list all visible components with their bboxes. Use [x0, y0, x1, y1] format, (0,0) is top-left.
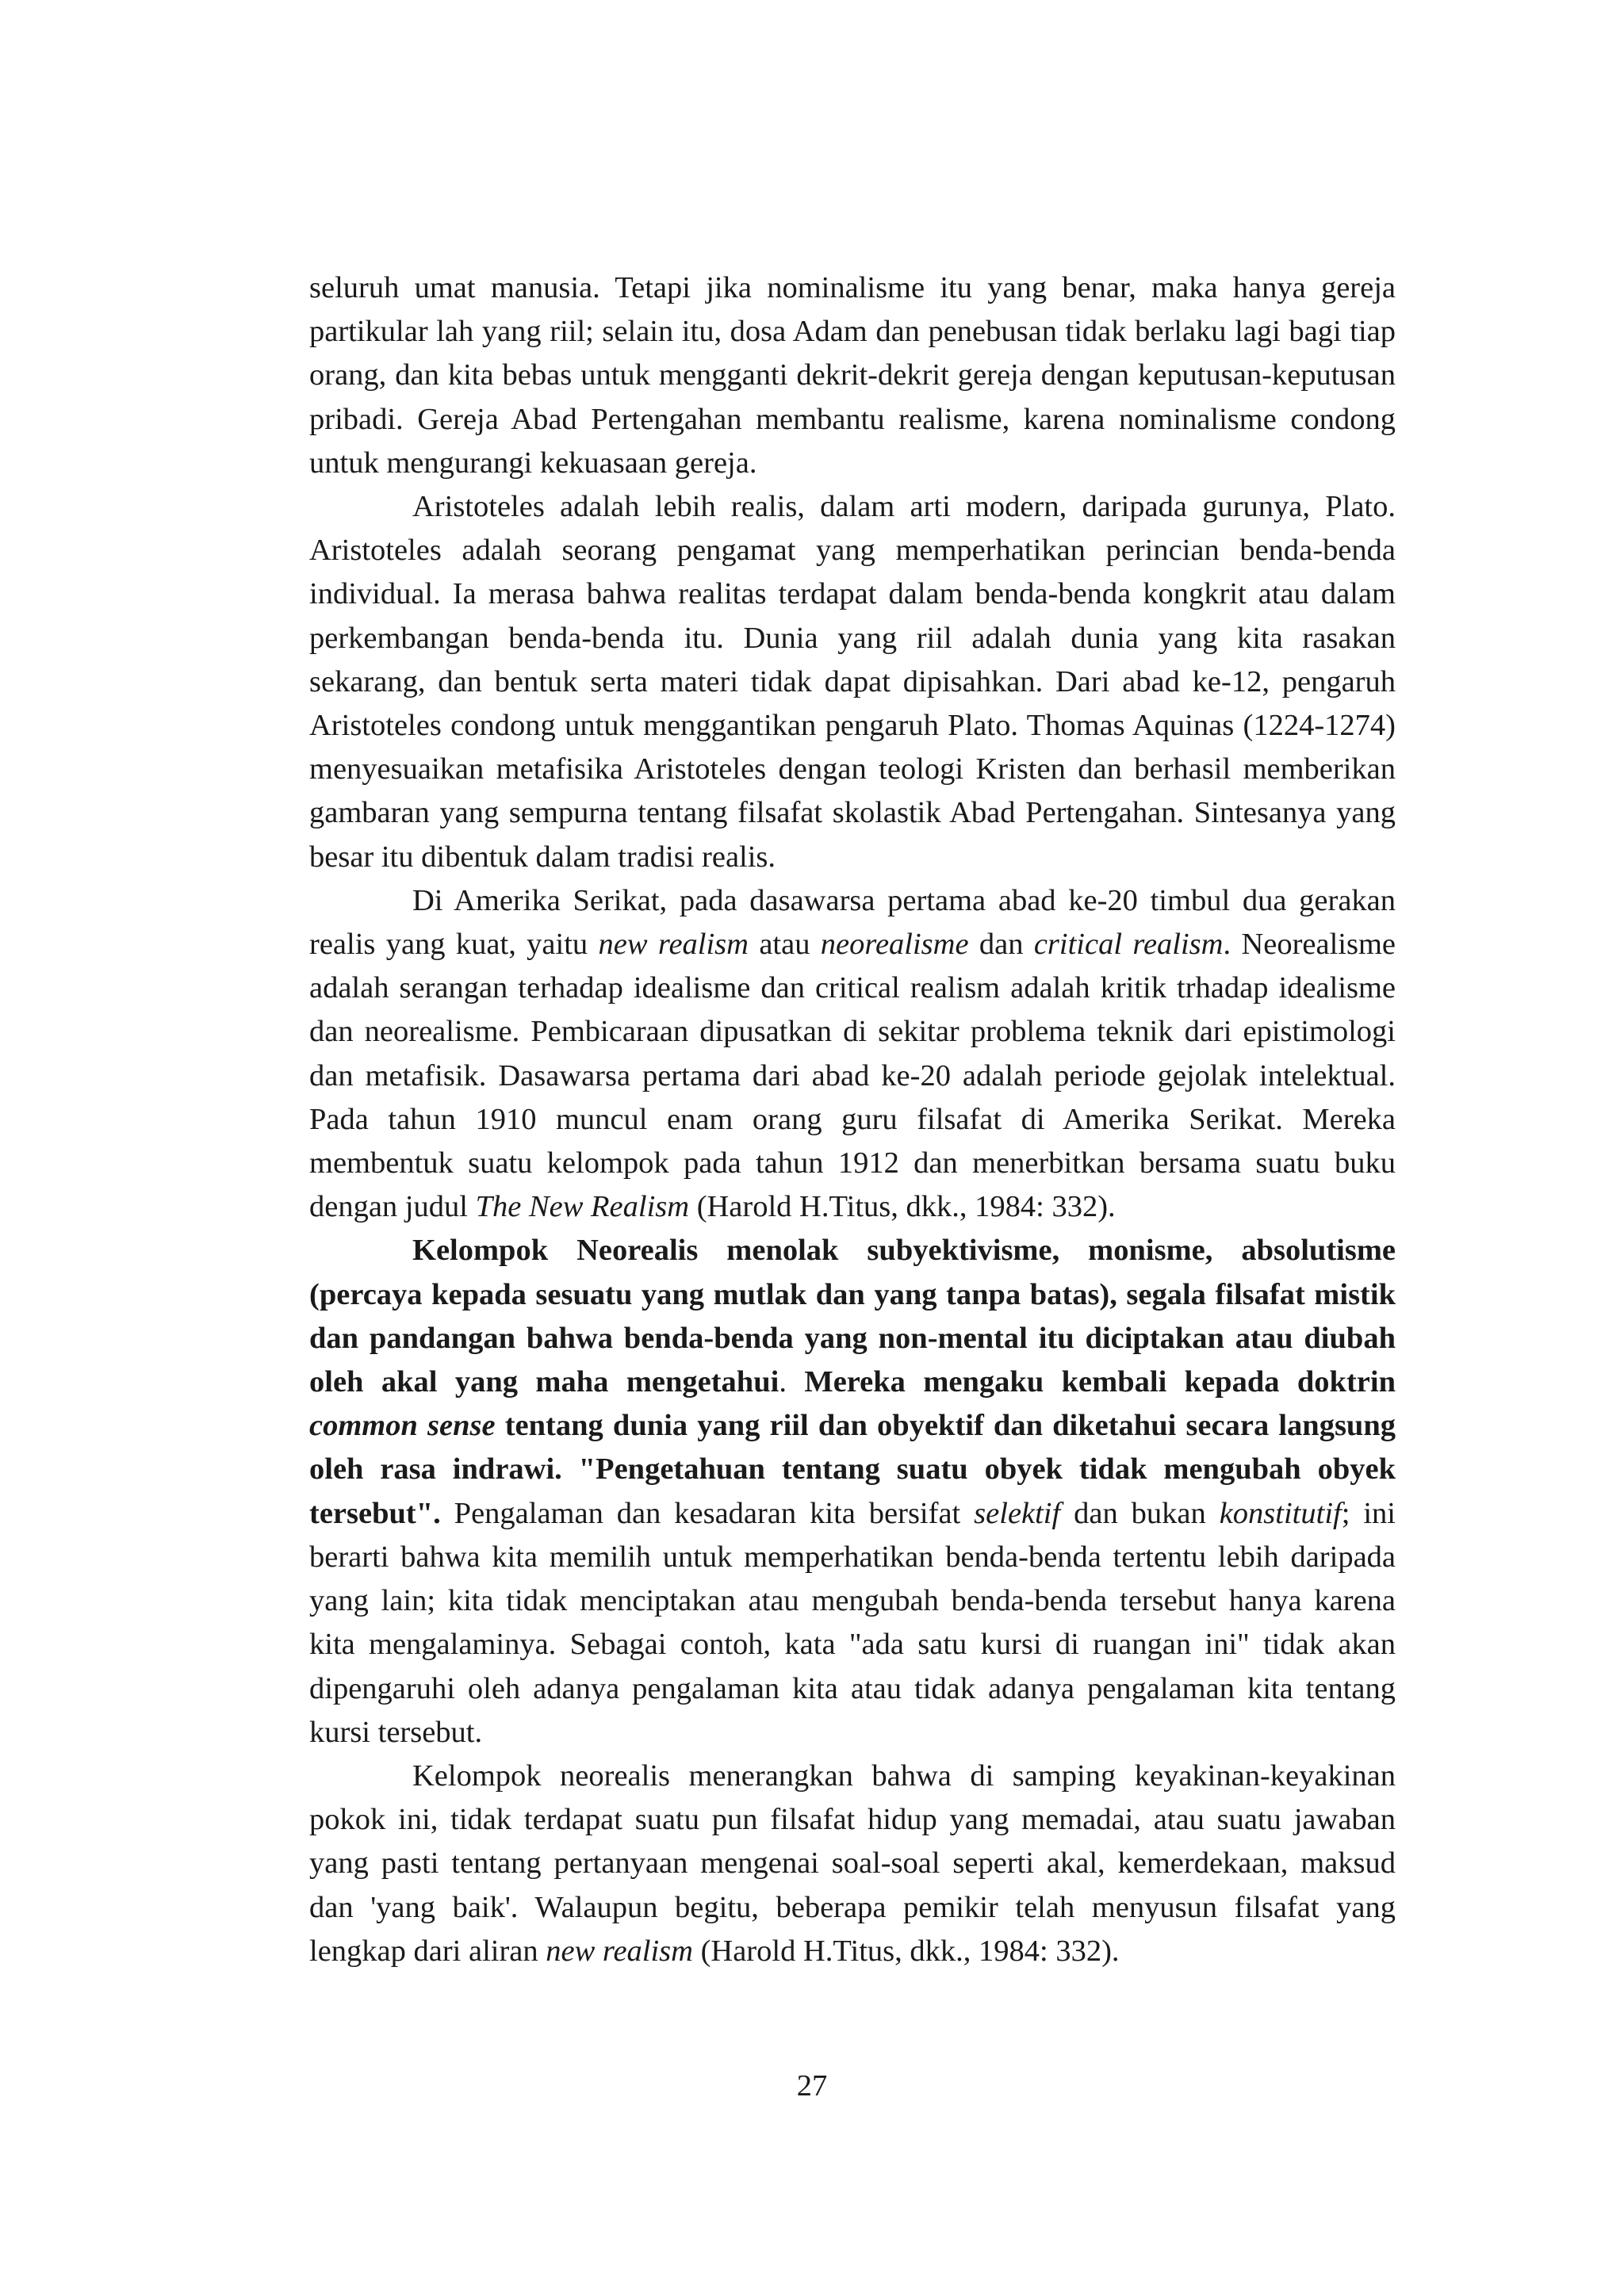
paragraph-3-text-a: Di Amerika Serikat, pada dasawarsa pertama abad ke-20 timbul dua gerakan realis yang kuat, yaitu	[309, 883, 1396, 962]
term-konstitutif: konstitutif	[1219, 1496, 1342, 1530]
paragraph-5-text-a: Kelompok neorealis menerangkan bahwa di samping keyakinan-keyakinan pokok ini, tidak terdapat suatu pun filsafat hidup yang memadai, atau suatu jawaban yang pasti tentang pertanyaan mengenai soal-soal seperti akal, kemerdekaan, maksud dan 'yang baik'. Walaupun begitu, beberapa pemikir telah menyusun filsafat yang lengkap dari aliran	[309, 1758, 1396, 1968]
paragraph-5-citation: (Harold H.Titus, dkk., 1984: 332).	[692, 1934, 1120, 1968]
paragraph-4	[309, 1229, 1396, 1754]
term-critical-realism: critical realism	[1033, 928, 1224, 962]
paragraph-4-text-b: Pengalaman dan kesadaran kita bersifat	[440, 1496, 975, 1530]
page-body	[309, 266, 1396, 1973]
paragraph-4-bold-c: tentang dunia yang riil dan obyektif dan diketahui secara langsung oleh rasa indrawi. "Pengetahuan tentang suatu obyek tidak mengubah obyek tersebut".	[309, 1409, 1396, 1530]
paragraph-3-text-c: dan	[968, 928, 1034, 962]
paragraph-3-text-b: atau	[748, 928, 821, 962]
term-new-realism: new realism	[598, 928, 749, 962]
paragraph-4-text-c: dan bukan	[1060, 1496, 1220, 1530]
paragraph-2	[309, 485, 1396, 879]
paragraph-3	[309, 879, 1396, 1230]
term-new-realism-2: new realism	[546, 1934, 693, 1968]
paragraph-5	[309, 1755, 1396, 1973]
book-title-the-new-realism: The New Realism	[475, 1190, 690, 1224]
paragraph-3-text-d: . Neorealisme adalah serangan terhadap idealisme dan critical realism adalah kritik trhadap idealisme dan neorealisme. Pembicaraan dipusatkan di sekitar problema teknik dari epistimologi dan metafisik. Dasawarsa pertama dari abad ke-20 adalah periode gejolak intelektual. Pada tahun 1910 muncul enam orang guru filsafat di Amerika Serikat. Mereka membentuk suatu kelompok pada tahun 1912 dan menerbitkan bersama suatu buku dengan judul	[309, 928, 1396, 1224]
paragraph-4-bold-b: Mereka mengaku kembali kepada doktrin	[804, 1365, 1396, 1399]
paragraph-1	[309, 266, 1396, 485]
paragraph-4-text-d: ; ini berarti bahwa kita memilih untuk memperhatikan benda-benda tertentu lebih daripada yang lain; kita tidak menciptakan atau mengubah benda-benda tersebut hanya karena kita mengalaminya. Sebagai contoh, kata "ada satu kursi di ruangan ini" tidak akan dipengaruhi oleh adanya pengalaman kita atau tidak adanya pengalaman kita tentang kursi tersebut.	[309, 1496, 1396, 1749]
term-selektif: selektif	[974, 1496, 1061, 1530]
paragraph-1-text: seluruh umat manusia. Tetapi jika nominalisme itu yang benar, maka hanya gereja partikular lah yang riil; selain itu, dosa Adam dan penebusan tidak berlaku lagi bagi tiap orang, dan kita bebas untuk mengganti dekrit-dekrit gereja dengan keputusan-keputusan pribadi. Gereja Abad Pertengahan membantu realisme, karena nominalisme condong untuk mengurangi kekuasaan gereja.	[309, 271, 1396, 480]
page-number: 27	[796, 2069, 828, 2103]
paragraph-4-text-a: .	[779, 1365, 805, 1399]
paragraph-3-citation: (Harold H.Titus, dkk., 1984: 332).	[689, 1190, 1116, 1224]
paragraph-2-text: Aristoteles adalah lebih realis, dalam arti modern, daripada gurunya, Plato. Aristoteles adalah seorang pengamat yang memperhatikan perincian benda-benda individual. Ia merasa bahwa realitas terdapat dalam benda-benda kongkrit atau dalam perkembangan benda-benda itu. Dunia yang riil adalah dunia yang kita rasakan sekarang, dan bentuk serta materi tidak dapat dipisahkan. Dari abad ke-12, pengaruh Aristoteles condong untuk menggantikan pengaruh Plato. Thomas Aquinas (1224-1274) menyesuaikan metafisika Aristoteles dengan teologi Kristen dan berhasil memberikan gambaran yang sempurna tentang filsafat skolastik Abad Pertengahan. Sintesanya yang besar itu dibentuk dalam tradisi realis.	[309, 490, 1396, 874]
term-common-sense: common sense	[309, 1409, 496, 1443]
term-neorealisme: neorealisme	[820, 928, 969, 962]
paragraph-4-bold-a: Kelompok Neorealis menolak subyektivisme, monisme, absolutisme (percaya kepada sesuatu yang mutlak dan yang tanpa batas), segala filsafat mistik dan pandangan bahwa benda-benda yang non-mental itu diciptakan atau diubah oleh akal yang maha mengetahui	[309, 1234, 1396, 1399]
